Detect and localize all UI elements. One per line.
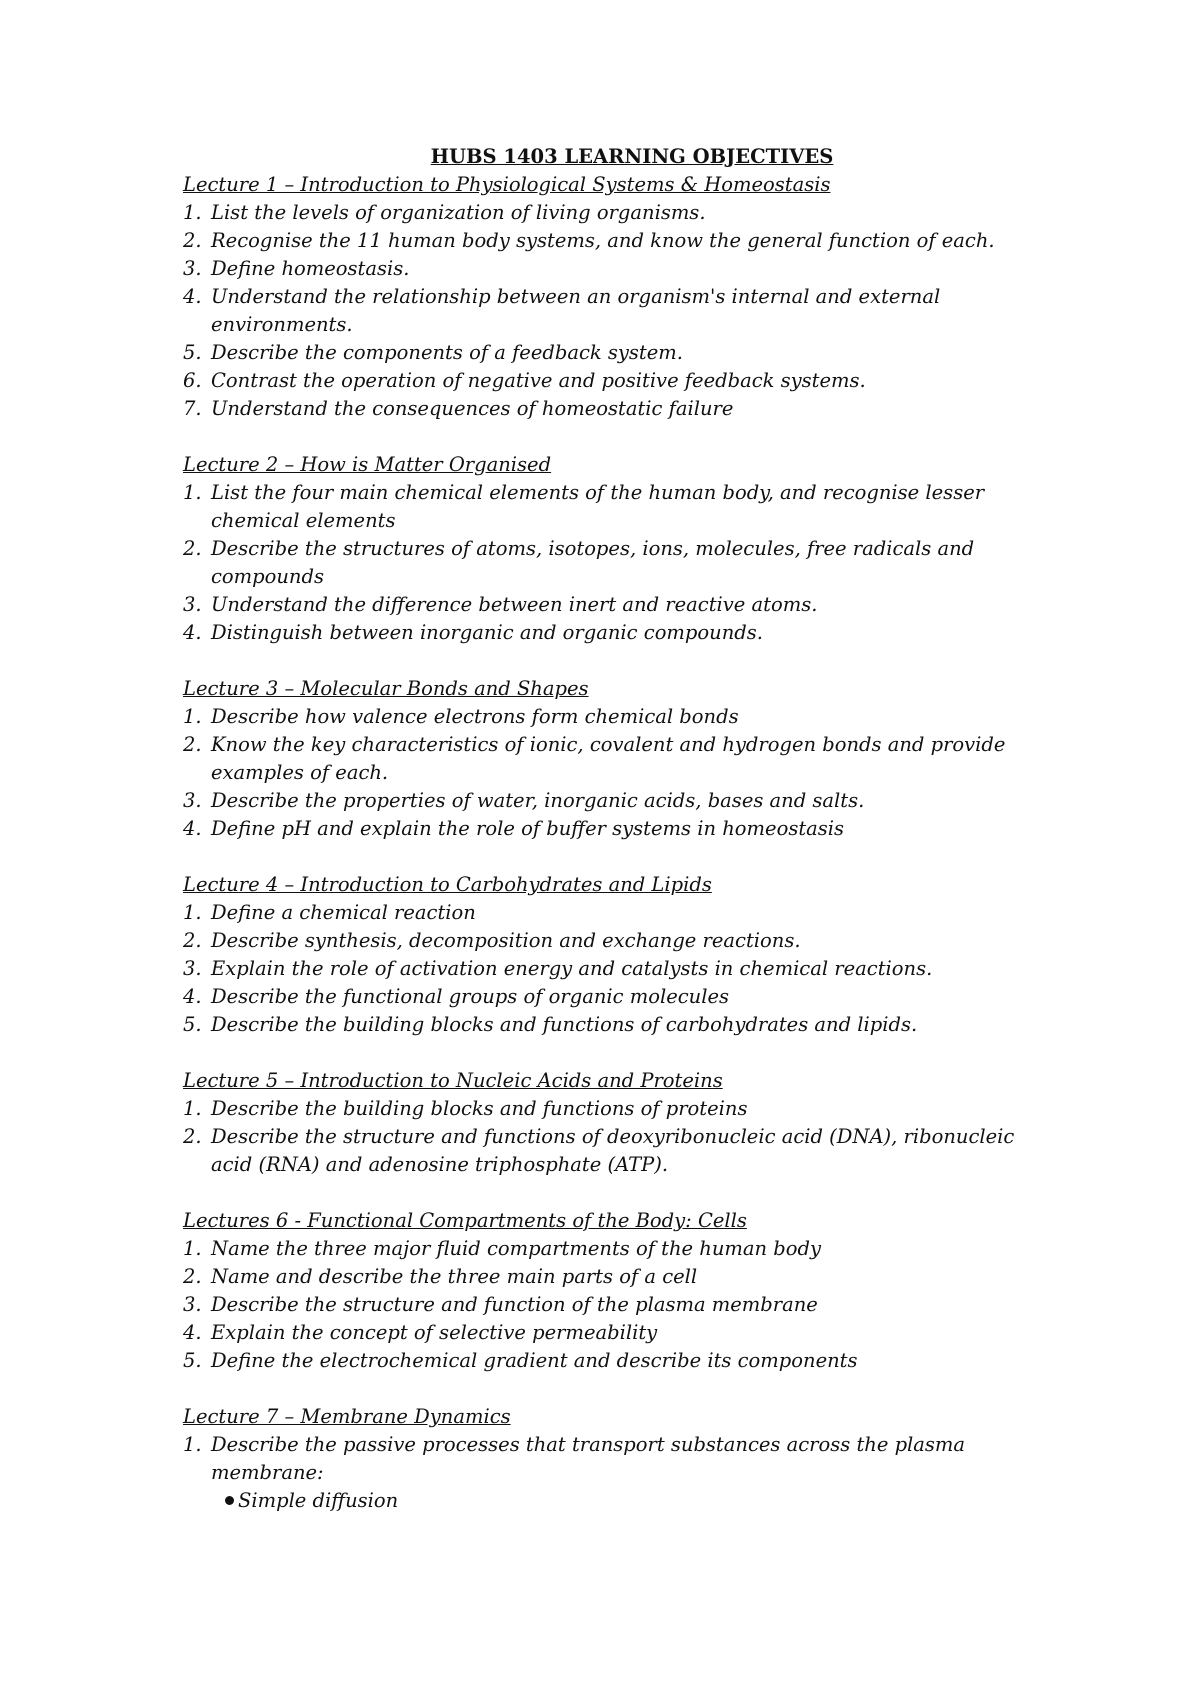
section-heading: Lecture 2 – How is Matter Organised bbox=[183, 453, 552, 476]
item-text: Describe the properties of water, inorganic acids, bases and salts. bbox=[211, 789, 865, 812]
list-item bbox=[183, 1095, 1053, 1123]
lecture-7-section bbox=[183, 1403, 1053, 1515]
item-text: Understand the consequences of homeostatic failure bbox=[211, 397, 734, 420]
list-item bbox=[183, 1011, 1053, 1039]
item-text: Describe the components of a feedback system. bbox=[211, 341, 683, 364]
objectives-list bbox=[183, 199, 1053, 423]
list-item bbox=[183, 955, 1053, 983]
item-text: Describe the structure and function of the plasma membrane bbox=[211, 1293, 818, 1316]
section-heading: Lecture 1 – Introduction to Physiological Systems & Homeostasis bbox=[183, 173, 831, 196]
lecture-4-section bbox=[183, 871, 1053, 1039]
list-item bbox=[183, 1347, 1053, 1375]
item-text: Know the key characteristics of ionic, covalent and hydrogen bonds and provide examples of each. bbox=[211, 733, 1006, 784]
list-item bbox=[183, 199, 1053, 227]
section-heading: Lecture 4 – Introduction to Carbohydrates and Lipids bbox=[183, 873, 712, 896]
item-number: 2. bbox=[183, 733, 202, 756]
list-item bbox=[183, 367, 1053, 395]
list-item bbox=[183, 1319, 1053, 1347]
item-number: 4. bbox=[183, 285, 202, 308]
lecture-5-section bbox=[183, 1067, 1053, 1179]
item-text: Recognise the 11 human body systems, and know the general function of each. bbox=[211, 229, 995, 252]
lecture-2-section bbox=[183, 451, 1053, 647]
item-number: 1. bbox=[183, 1097, 202, 1120]
list-item bbox=[183, 535, 1053, 591]
objectives-list bbox=[183, 899, 1053, 1039]
item-number: 3. bbox=[183, 957, 202, 980]
list-item bbox=[183, 787, 1053, 815]
list-item bbox=[183, 255, 1053, 283]
list-item bbox=[183, 591, 1053, 619]
section-heading: Lecture 7 – Membrane Dynamics bbox=[183, 1405, 511, 1428]
lecture-1-section bbox=[183, 171, 1053, 423]
item-number: 1. bbox=[183, 201, 202, 224]
item-number: 4. bbox=[183, 1321, 202, 1344]
item-text: Define homeostasis. bbox=[211, 257, 410, 280]
list-item bbox=[183, 703, 1053, 731]
item-number: 6. bbox=[183, 369, 202, 392]
item-text: Understand the relationship between an organism's internal and external environments. bbox=[211, 285, 941, 336]
item-number: 3. bbox=[183, 257, 202, 280]
list-item bbox=[183, 339, 1053, 367]
item-number: 3. bbox=[183, 789, 202, 812]
item-number: 2. bbox=[183, 537, 202, 560]
item-text: Describe the structure and functions of deoxyribonucleic acid (DNA), ribonucleic acid (RNA) and adenosine triphosphate (ATP). bbox=[211, 1125, 1015, 1176]
document-page bbox=[183, 143, 1053, 1515]
list-item bbox=[183, 283, 1053, 339]
section-heading: Lecture 5 – Introduction to Nucleic Acids and Proteins bbox=[183, 1069, 723, 1092]
item-number: 5. bbox=[183, 341, 202, 364]
list-item bbox=[183, 815, 1053, 843]
objectives-list bbox=[183, 1431, 1053, 1515]
item-text: Name and describe the three main parts of a cell bbox=[211, 1265, 698, 1288]
item-number: 2. bbox=[183, 929, 202, 952]
item-number: 5. bbox=[183, 1349, 202, 1372]
item-text: Describe the building blocks and functions of proteins bbox=[211, 1097, 748, 1120]
item-text: Describe the passive processes that transport substances across the plasma membrane: bbox=[211, 1433, 966, 1484]
sub-list-item bbox=[225, 1487, 1053, 1515]
item-text: Explain the role of activation energy and catalysts in chemical reactions. bbox=[211, 957, 933, 980]
list-item bbox=[183, 983, 1053, 1011]
list-item bbox=[183, 1235, 1053, 1263]
item-text: List the levels of organization of living organisms. bbox=[211, 201, 706, 224]
item-text: List the four main chemical elements of the human body, and recognise lesser chemical elements bbox=[211, 481, 985, 532]
list-item bbox=[183, 395, 1053, 423]
list-item bbox=[183, 479, 1053, 535]
item-text: Define the electrochemical gradient and describe its components bbox=[211, 1349, 858, 1372]
item-text: Understand the difference between inert and reactive atoms. bbox=[211, 593, 818, 616]
item-text: Name the three major fluid compartments of the human body bbox=[211, 1237, 822, 1260]
item-number: 4. bbox=[183, 817, 202, 840]
item-number: 3. bbox=[183, 593, 202, 616]
objectives-list bbox=[183, 1095, 1053, 1179]
item-number: 4. bbox=[183, 985, 202, 1008]
list-item bbox=[183, 1431, 1053, 1515]
item-text: Define a chemical reaction bbox=[211, 901, 476, 924]
list-item bbox=[183, 227, 1053, 255]
item-text: Explain the concept of selective permeability bbox=[211, 1321, 658, 1344]
item-number: 5. bbox=[183, 1013, 202, 1036]
item-text: Describe the functional groups of organic molecules bbox=[211, 985, 730, 1008]
item-text: Describe synthesis, decomposition and exchange reactions. bbox=[211, 929, 801, 952]
list-item bbox=[183, 1291, 1053, 1319]
item-number: 1. bbox=[183, 901, 202, 924]
item-number: 2. bbox=[183, 1125, 202, 1148]
item-number: 1. bbox=[183, 481, 202, 504]
item-number: 1. bbox=[183, 1433, 202, 1456]
item-text: Describe how valence electrons form chemical bonds bbox=[211, 705, 739, 728]
item-text: Describe the building blocks and functions of carbohydrates and lipids. bbox=[211, 1013, 918, 1036]
item-text: Describe the structures of atoms, isotopes, ions, molecules, free radicals and compounds bbox=[211, 537, 975, 588]
list-item bbox=[183, 619, 1053, 647]
lecture-3-section bbox=[183, 675, 1053, 843]
document-title: HUBS 1403 LEARNING OBJECTIVES bbox=[430, 145, 834, 168]
item-number: 2. bbox=[183, 1265, 202, 1288]
item-number: 4. bbox=[183, 621, 202, 644]
section-heading: Lectures 6 - Functional Compartments of the Body: Cells bbox=[183, 1209, 747, 1232]
item-text: Distinguish between inorganic and organic compounds. bbox=[211, 621, 763, 644]
objectives-list bbox=[183, 1235, 1053, 1375]
bullet-icon bbox=[225, 1496, 234, 1505]
list-item bbox=[183, 731, 1053, 787]
sub-list bbox=[211, 1487, 1053, 1515]
objectives-list bbox=[183, 703, 1053, 843]
section-heading: Lecture 3 – Molecular Bonds and Shapes bbox=[183, 677, 589, 700]
list-item bbox=[183, 1263, 1053, 1291]
list-item bbox=[183, 1123, 1053, 1179]
objectives-list bbox=[183, 479, 1053, 647]
item-number: 3. bbox=[183, 1293, 202, 1316]
sub-item-text: Simple diffusion bbox=[238, 1489, 399, 1512]
item-number: 2. bbox=[183, 229, 202, 252]
item-text: Contrast the operation of negative and positive feedback systems. bbox=[211, 369, 866, 392]
item-number: 1. bbox=[183, 1237, 202, 1260]
list-item bbox=[183, 899, 1053, 927]
item-text: Define pH and explain the role of buffer systems in homeostasis bbox=[211, 817, 845, 840]
lecture-6-section bbox=[183, 1207, 1053, 1375]
item-number: 1. bbox=[183, 705, 202, 728]
item-number: 7. bbox=[183, 397, 202, 420]
list-item bbox=[183, 927, 1053, 955]
